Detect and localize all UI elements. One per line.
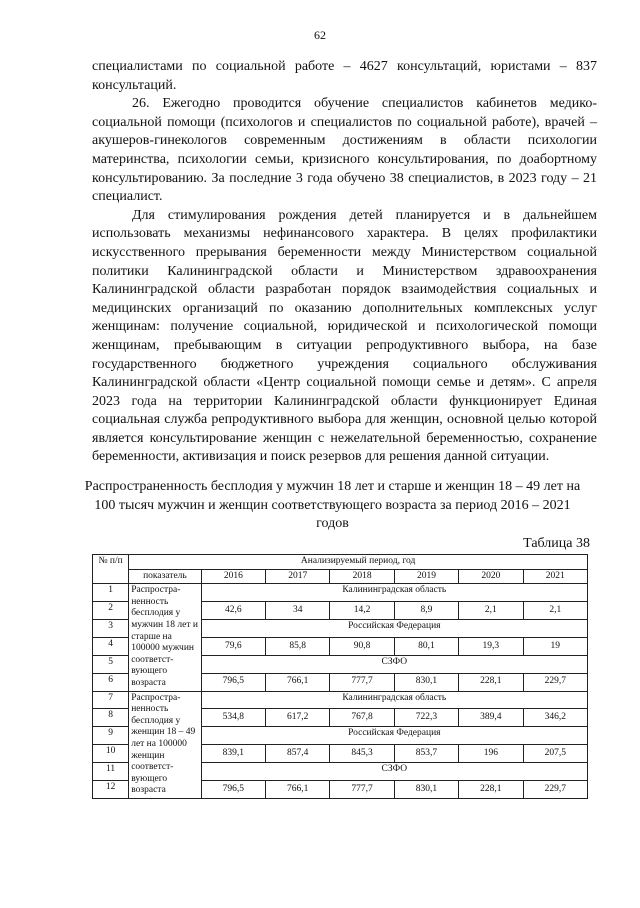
value-cell: 766,1 [266,780,330,798]
value-cell: 346,2 [523,709,588,727]
paragraph-3: Для стимулирования рождения детей планируется и в дальнейшем использовать механизмы нефинансового характера. В целях профилактики искусственного прерывания беременности между Министерством социальной политики Калининградской области и Министерством здравоохранения Калининградской области разработан порядок взаимодействия социальных и медицинских организаций по оказанию дополнительных комплексных услуг женщинам: получение социальной, юридической и психологической помощи женщинам, пребывающим в ситуации репродуктивного выбора, на базе государственного бюджетного учреждения социального обслуживания Калининградской области «Центр социальной помощи семье и детям». С апреля 2023 года на территории Калининградской области функционирует Единая социальная служба репродуктивного выбора для женщин, основной целью которой является консультирование женщин с нежелательной беременностью, сохранение беременности, активизация и поиск резервов для решения данной ситуации. [92,207,597,465]
region-label: Калининградская область [201,584,587,602]
paragraph-1: специалистами по социальной работе – 4627 консультаций, юристами – 837 консультаций. [92,59,597,93]
header-year: 2020 [459,569,523,584]
value-cell: 845,3 [330,745,394,763]
data-table [92,554,588,799]
value-cell: 766,1 [266,673,330,691]
header-period: Анализируемый период, год [129,555,588,570]
page-number: 62 [314,28,326,42]
value-cell: 389,4 [459,709,523,727]
value-cell: 34 [266,602,330,620]
value-cell: 2,1 [459,602,523,620]
row-number: 11 [93,763,129,781]
indicator-cell: Распростра-ненность бесплодия у мужчин 18 лет и старше на 100000 мужчин соответст-вующего возраста [129,584,201,691]
value-cell: 19,3 [459,637,523,655]
header-year: 2016 [201,569,265,584]
value-cell: 2,1 [523,602,588,620]
paragraph-2: 26. Ежегодно проводится обучение специалистов кабинетов медико-социальной помощи (психологов и специалистов по социальной работе), врачей – акушеров-гинекологов современным достижениям в области психологии материнства, психологии семьи, кризисного консультирования, по доабортному консультированию. За последние 3 года обучено 38 специалистов, в 2023 году – 21 специалист. [92,96,597,205]
value-cell: 830,1 [394,780,458,798]
value-cell: 19 [523,637,588,655]
value-cell: 14,2 [330,602,394,620]
value-cell: 228,1 [459,673,523,691]
row-number: 8 [93,709,129,727]
table-header-row [93,569,588,584]
value-cell: 229,7 [523,780,588,798]
table-row [93,584,588,602]
value-cell: 796,5 [201,673,265,691]
table-caption: Распространенность бесплодия у мужчин 18 лет и старше и женщин 18 – 49 лет на 100 тысяч мужчин и женщин соответствующего возраста за период 2016 – 2021 годов [84,479,581,532]
value-cell: 42,6 [201,602,265,620]
value-cell: 853,7 [394,745,458,763]
row-number: 2 [93,602,129,620]
region-label: СЗФО [201,763,587,781]
value-cell: 8,9 [394,602,458,620]
value-cell: 90,8 [330,637,394,655]
body-text [92,58,597,467]
value-cell: 228,1 [459,780,523,798]
value-cell: 207,5 [523,745,588,763]
header-year: 2017 [266,569,330,584]
value-cell: 830,1 [394,673,458,691]
value-cell: 80,1 [394,637,458,655]
row-number: 10 [93,745,129,763]
indicator-cell: Распростра-ненность бесплодия у женщин 18 – 49 лет на 100000 женщин соответст-вующего возраста [129,691,201,798]
row-number: 5 [93,655,129,673]
value-cell: 777,7 [330,673,394,691]
header-year: 2021 [523,569,588,584]
value-cell: 534,8 [201,709,265,727]
row-number: 12 [93,780,129,798]
header-year: 2018 [330,569,394,584]
value-cell: 839,1 [201,745,265,763]
region-label: Калининградская область [201,691,587,709]
header-indicator: показатель [129,569,201,584]
row-number: 6 [93,673,129,691]
value-cell: 722,3 [394,709,458,727]
table-row [93,691,588,709]
value-cell: 617,2 [266,709,330,727]
row-number: 3 [93,619,129,637]
header-num: № п/п [93,555,129,584]
value-cell: 85,8 [266,637,330,655]
region-label: СЗФО [201,655,587,673]
value-cell: 196 [459,745,523,763]
value-cell: 767,8 [330,709,394,727]
table-header-row [93,555,588,570]
table-label: Таблица 38 [523,536,590,551]
row-number: 4 [93,637,129,655]
value-cell: 796,5 [201,780,265,798]
row-number: 9 [93,727,129,745]
value-cell: 857,4 [266,745,330,763]
row-number: 7 [93,691,129,709]
value-cell: 777,7 [330,780,394,798]
value-cell: 229,7 [523,673,588,691]
value-cell: 79,6 [201,637,265,655]
region-label: Российская Федерация [201,727,587,745]
row-number: 1 [93,584,129,602]
region-label: Российская Федерация [201,619,587,637]
header-year: 2019 [394,569,458,584]
